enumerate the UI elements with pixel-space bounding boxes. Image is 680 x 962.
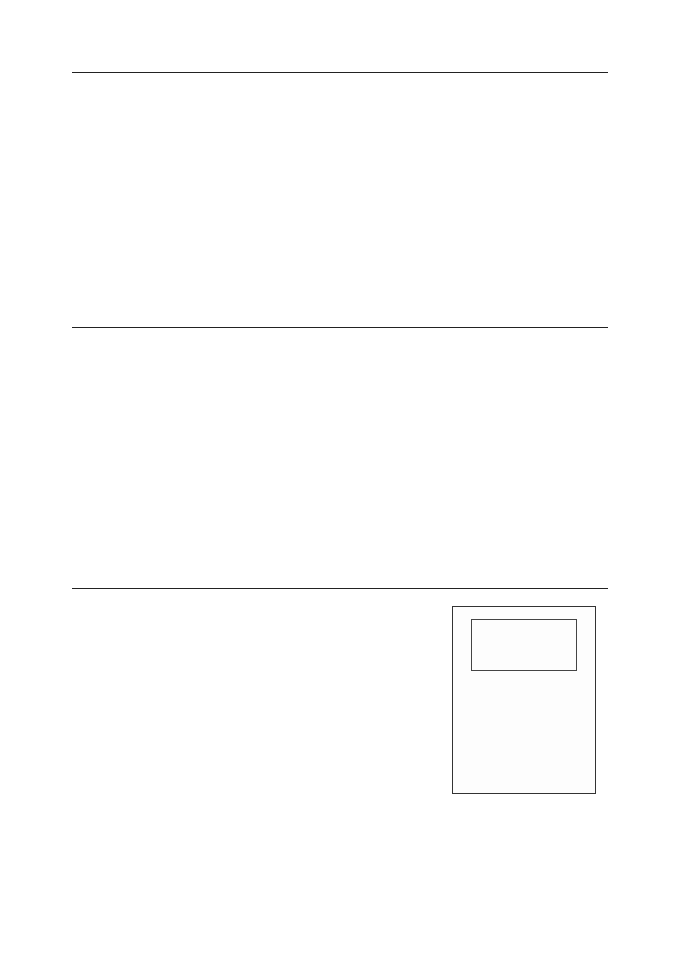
- top-text-band: [72, 80, 608, 325]
- page-header: [72, 48, 608, 70]
- band-separator-1: [72, 327, 608, 328]
- band-separator-2: [72, 588, 608, 589]
- book-title-box: [471, 619, 577, 671]
- book-cover-image: [452, 606, 596, 794]
- header-rule: [72, 72, 608, 73]
- middle-text-band: [72, 334, 608, 586]
